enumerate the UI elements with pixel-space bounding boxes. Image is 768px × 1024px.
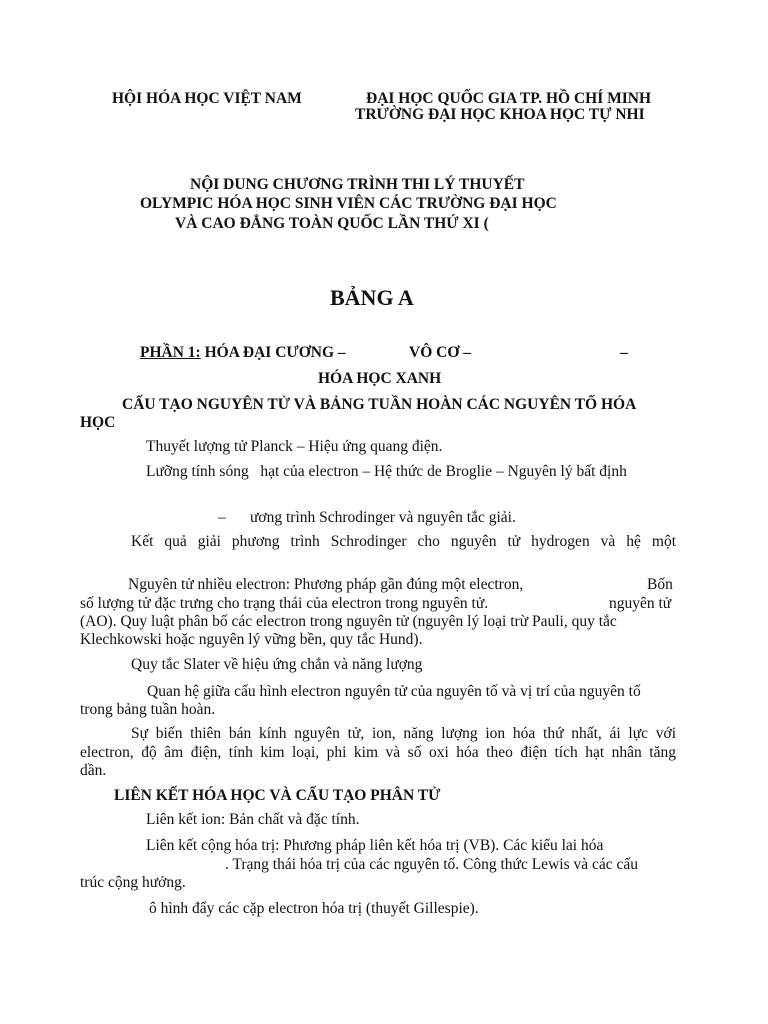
part-label: PHẦN 1: <box>140 344 201 361</box>
s1-paragraph-3: ương trình Schrodinger và nguyên tắc giải. <box>250 509 516 526</box>
s1-paragraph-2: Lưỡng tính sóng hạt của electron – Hệ thức de Broglie – Nguyên lý bất định <box>146 463 627 480</box>
s1-paragraph-4: Kết quả giải phương trình Schrodinger cho nguyên tử hydrogen và hệ một <box>131 533 676 550</box>
section1-heading-line1: CẤU TẠO NGUYÊN TỬ VÀ BẢNG TUẦN HOÀN CÁC NGUYÊN TỐ HÓA <box>122 396 637 413</box>
s1-paragraph-7-line1: Quan hệ giữa cấu hình electron nguyên tử của nguyên tố và vị trí của nguyên tố <box>147 683 641 700</box>
s1-paragraph-5-line2-right: nguyên tử <box>609 595 672 612</box>
s2-paragraph-2-line2: . Trạng thái hóa trị của các nguyên tố. Công thức Lewis và các cấu <box>225 856 638 873</box>
doc-title-line2: OLYMPIC HÓA HỌC SINH VIÊN CÁC TRƯỜNG ĐẠI HỌC <box>140 195 557 212</box>
s1-paragraph-5-line2-left: số lượng tử đặc trưng cho trạng thái của electron trong nguyên tử. <box>80 595 489 612</box>
s1-paragraph-5-line3: (AO). Quy luật phân bố các electron trong nguyên tử (nguyên lý loại trừ Pauli, quy tắc <box>80 613 617 630</box>
s1-paragraph-6: Quy tắc Slater về hiệu ứng chắn và năng lượng <box>131 656 423 673</box>
s1-paragraph-5-line1-left: Nguyên tử nhiều electron: Phương pháp gần đúng một electron, <box>128 576 524 593</box>
part-name: HÓA ĐẠI CƯƠNG – <box>204 344 346 361</box>
s1-paragraph-7-line2: trong bảng tuần hoàn. <box>80 701 216 718</box>
s2-paragraph-2-line3: trúc cộng hưởng. <box>80 874 186 891</box>
s1-paragraph-1: Thuyết lượng tử Planck – Hiệu ứng quang điện. <box>146 438 443 455</box>
s2-paragraph-2-line1: Liên kết cộng hóa trị: Phương pháp liên kết hóa trị (VB). Các kiểu lai hóa <box>146 837 604 854</box>
s1-paragraph-8-line2: electron, độ âm điện, tính kim loại, phi kim và số oxi hóa theo điện tích hạt nhân tăng <box>80 744 676 761</box>
part-mid: VÔ CƠ – <box>409 344 471 361</box>
part-dash: – <box>620 344 628 361</box>
part-heading <box>140 343 346 362</box>
s1-paragraph-8-line3: dần. <box>80 762 107 779</box>
header-org-right-line1: ĐẠI HỌC QUỐC GIA TP. HỒ CHÍ MINH <box>366 90 652 107</box>
s2-paragraph-3: ô hình đẩy các cặp electron hóa trị (thuyết Gillespie). <box>149 900 479 917</box>
doc-title-line3: VÀ CAO ĐẲNG TOÀN QUỐC LẦN THỨ XI ( <box>175 215 489 232</box>
s1-paragraph-5-line4: Klechkowski hoặc nguyên lý vững bền, quy tắc Hund). <box>80 631 423 648</box>
part-line2: HÓA HỌC XANH <box>318 370 442 387</box>
s1-paragraph-3-dash: – <box>218 509 226 526</box>
section2-heading: LIÊN KẾT HÓA HỌC VÀ CẤU TẠO PHÂN TỬ <box>114 787 441 804</box>
s1-paragraph-8-line1: Sự biến thiên bán kính nguyên tử, ion, năng lượng ion hóa thứ nhất, ái lực với <box>131 725 676 742</box>
s1-paragraph-5-line1-right: Bốn <box>647 576 673 593</box>
s2-paragraph-1: Liên kết ion: Bản chất và đặc tính. <box>146 811 360 828</box>
board-heading: BẢNG A <box>330 285 414 310</box>
section1-heading-line2: HỌC <box>80 414 116 431</box>
doc-title-line1: NỘI DUNG CHƯƠNG TRÌNH THI LÝ THUYẾT <box>190 176 525 193</box>
header-org-right-line2: TRƯỜNG ĐẠI HỌC KHOA HỌC TỰ NHI <box>355 106 645 123</box>
header-org-left: HỘI HÓA HỌC VIỆT NAM <box>112 90 302 107</box>
